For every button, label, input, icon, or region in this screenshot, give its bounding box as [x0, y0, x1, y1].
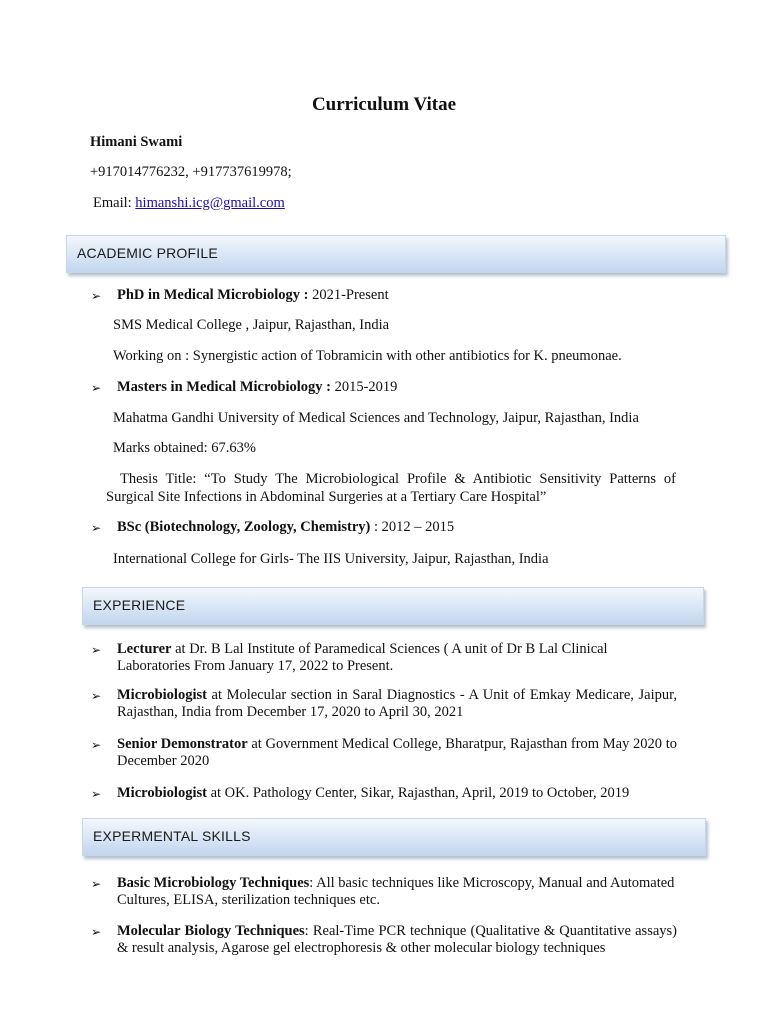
- experience-role: Microbiologist: [117, 687, 207, 703]
- bullet-arrow-icon: ➢: [91, 689, 102, 703]
- experience-detail: at Molecular section in Saral Diagnostics - A Unit of Emkay Medicare, Jaipur, Rajasthan, India from December 17, 2020 to April 30, 2021: [117, 687, 677, 720]
- institution: International College for Girls- The IIS University, Jaipur, Rajasthan, India: [113, 551, 549, 567]
- experience-item: [117, 736, 677, 770]
- page-title: Curriculum Vitae: [311, 94, 457, 115]
- experience-role: Lecturer: [117, 641, 172, 657]
- candidate-name: Himani Swami: [90, 134, 183, 150]
- email-link[interactable]: himanshi.icg@gmail.com: [135, 195, 285, 211]
- skill-item: [117, 923, 677, 957]
- email-label: Email:: [93, 195, 132, 211]
- section-title-skills: EXPERMENTAL SKILLS: [93, 828, 251, 844]
- bullet-arrow-icon: ➢: [91, 925, 102, 939]
- bullet-arrow-icon: ➢: [91, 643, 102, 657]
- phone-numbers: +917014776232, +917737619978;: [90, 164, 292, 180]
- experience-detail: at OK. Pathology Center, Sikar, Rajasthan, April, 2019 to October, 2019: [206, 785, 630, 801]
- degree-title: PhD in Medical Microbiology :: [117, 287, 309, 303]
- bullet-arrow-icon: ➢: [91, 381, 102, 395]
- bullet-arrow-icon: ➢: [91, 738, 102, 752]
- experience-item: [117, 785, 629, 802]
- marks-obtained: Marks obtained: 67.63%: [113, 440, 256, 456]
- skill-detail: : All basic techniques like Microscopy, Manual and Automated Cultures, ELISA, sterilization techniques etc.: [117, 875, 675, 908]
- section-header-academic: [66, 235, 726, 273]
- experience-detail: at Government Medical College, Bharatpur, Rajasthan from May 2020 to December 2020: [117, 736, 677, 769]
- institution: Mahatma Gandhi University of Medical Sciences and Technology, Jaipur, Rajasthan, India: [113, 410, 639, 426]
- academic-item-phd: [117, 287, 389, 304]
- degree-years: 2021-Present: [308, 287, 389, 303]
- experience-item: [117, 641, 677, 675]
- section-header-skills: [82, 818, 706, 856]
- bullet-arrow-icon: ➢: [91, 521, 102, 535]
- thesis-title-line2: Surgical Site Infections in Abdominal Surgeries at a Tertiary Care Hospital”: [106, 489, 547, 505]
- experience-role: Microbiologist: [117, 785, 207, 801]
- thesis-title-line1: Thesis Title: “To Study The Microbiological Profile & Antibiotic Sensitivity Patterns of: [120, 471, 676, 487]
- bullet-arrow-icon: ➢: [91, 289, 102, 303]
- experience-item: [117, 687, 677, 721]
- skill-name: Basic Microbiology Techniques: [117, 875, 310, 891]
- section-header-experience: [82, 587, 704, 625]
- skill-item: [117, 875, 677, 909]
- skill-name: Molecular Biology Techniques: [117, 923, 305, 939]
- bullet-arrow-icon: ➢: [91, 877, 102, 891]
- academic-item-bsc: [117, 519, 454, 536]
- degree-title: Masters in Medical Microbiology :: [117, 379, 331, 395]
- email-line: [93, 195, 285, 212]
- degree-years: : 2012 – 2015: [370, 519, 455, 535]
- experience-role: Senior Demonstrator: [117, 736, 248, 752]
- section-title-academic: ACADEMIC PROFILE: [77, 245, 218, 261]
- institution: SMS Medical College , Jaipur, Rajasthan, India: [113, 317, 390, 333]
- section-title-experience: EXPERIENCE: [93, 597, 186, 613]
- research-note: Working on : Synergistic action of Tobramicin with other antibiotics for K. pneumonae.: [113, 348, 622, 364]
- degree-title: BSc (Biotechnology, Zoology, Chemistry): [117, 519, 371, 535]
- degree-years: 2015-2019: [330, 379, 398, 395]
- experience-detail: at Dr. B Lal Institute of Paramedical Sciences ( A unit of Dr B Lal Clinical Laboratories From January 17, 2022 to Present.: [117, 641, 608, 674]
- academic-item-masters: [117, 379, 397, 396]
- bullet-arrow-icon: ➢: [91, 787, 102, 801]
- skill-detail: : Real-Time PCR technique (Qualitative & Quantitative assays) & result analysis, Agarose gel electrophoresis & other molecular biology techniques: [117, 923, 677, 956]
